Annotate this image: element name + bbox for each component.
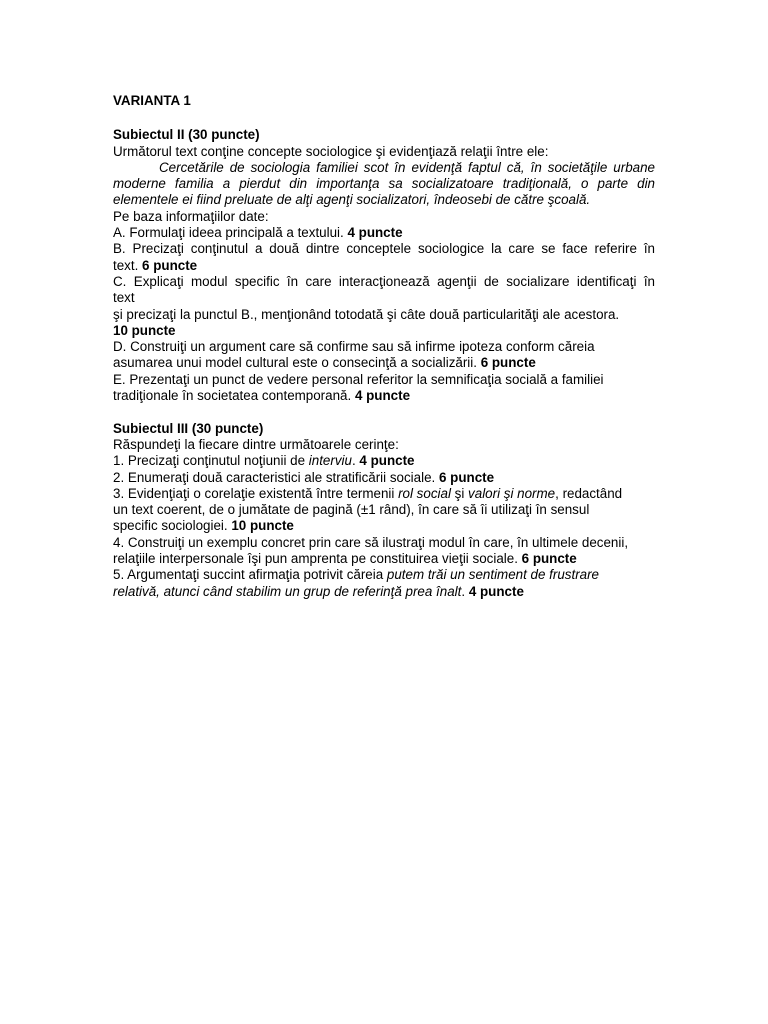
item-e [113, 388, 655, 404]
item-c-line: şi precizaţi la punctul B., menţionând totodată şi câte două particularităţi ale acestora. [113, 306, 620, 322]
item-5 [113, 567, 655, 583]
item-text: 2. Enumeraţi două caracteristici ale stratificării sociale. [113, 469, 436, 485]
item-points: 4 puncte [347, 225, 403, 241]
item-text: . [351, 453, 356, 469]
item-points: 10 puncte [113, 322, 176, 338]
document-title: VARIANTA 1 [113, 93, 191, 108]
item-4 [113, 551, 655, 567]
item-b [113, 258, 655, 274]
item-points: 6 puncte [480, 355, 536, 371]
quote-line: moderne familia a pierdut din importanţa sa socializatoare tradiţională, o parte din [113, 176, 655, 192]
item-emphasis: rol social [398, 485, 451, 501]
item-a [113, 225, 655, 241]
subject-ii-heading: Subiectul II (30 puncte) [113, 127, 260, 143]
item-1 [113, 453, 655, 469]
quote-line: elementele ei fiind preluate de alţi agenţi socializatori, îndeosebi de către şcoală. [113, 192, 591, 208]
item-emphasis: interviu [308, 453, 352, 469]
item-text: asumarea unui model cultural este o consecinţă a socializării. [113, 355, 477, 371]
item-text: 3. Evidenţiaţi o corelaţie existentă între termenii [113, 485, 399, 501]
item-text: specific sociologiei. [113, 518, 228, 534]
item-b-line: B. Precizaţi conţinutul a două dintre conceptele sociologice la care se face referire în [113, 241, 655, 257]
subject-iii-intro: Răspundeţi la fiecare dintre următoarele cerinţe: [113, 436, 399, 452]
item-points: 6 puncte [142, 257, 198, 273]
item-points: 4 puncte [354, 388, 411, 404]
item-c-line: text [113, 290, 135, 306]
item-emphasis: relativă, atunci când stabilim un grup de referinţă prea înalt [113, 583, 462, 599]
item-d-line: D. Construiţi un argument care să confirme sau să infirme ipoteza conform căreia [113, 339, 595, 355]
item-3-line: un text coerent, de o jumătate de pagină (±1 rând), în care să îi utilizaţi în sensul [113, 502, 590, 518]
item-text: 1. Precizaţi conţinutul noţiunii de [113, 453, 309, 469]
item-3 [113, 486, 655, 502]
item-points: 6 puncte [439, 469, 495, 485]
item-points: 6 puncte [521, 551, 577, 567]
subject-ii-lead: Pe baza informaţiilor date: [113, 208, 269, 224]
item-text: text. [113, 257, 139, 273]
quote-line: Cercetările de sociologia familiei scot în evidenţă faptul că, în societăţile urbane [159, 159, 655, 175]
subject-ii-quote [113, 160, 655, 209]
subject-iii-heading: Subiectul III (30 puncte) [113, 420, 264, 436]
item-c-line: C. Explicaţi modul specific în care interacţionează agenţii de socializare identificaţi în [113, 273, 655, 289]
item-text: tradiţionale în societatea contemporană. [113, 388, 352, 404]
item-text: , redactând [555, 485, 623, 501]
item-text: relaţiile interpersonale îşi pun amprenta pe constituirea vieţii sociale. [113, 551, 518, 567]
document-page [113, 93, 655, 600]
item-d [113, 355, 655, 371]
subject-ii-intro: Următorul text conţine concepte sociologice şi evidenţiază relaţii între ele: [113, 143, 549, 159]
item-text: A. Formulaţi ideea principală a textului. [113, 225, 344, 241]
item-e-line: E. Prezentaţi un punct de vedere personal referitor la semnificaţia socială a familiei [113, 371, 604, 387]
item-5-last [113, 584, 655, 600]
item-emphasis: valori şi norme [468, 485, 556, 501]
item-text: . [461, 583, 466, 599]
item-2 [113, 470, 655, 486]
item-4-line: 4. Construiţi un exemplu concret prin care să ilustraţi modul în care, în ultimele decenii, [113, 534, 629, 550]
item-points: 4 puncte [359, 453, 415, 469]
item-text: 5. Argumentaţi succint afirmaţia potrivit căreia [113, 567, 387, 583]
item-emphasis: putem trăi un sentiment de frustrare [386, 567, 600, 583]
item-points: 4 puncte [468, 583, 524, 599]
item-points: 10 puncte [231, 518, 294, 534]
item-3-last [113, 518, 655, 534]
item-text: şi [450, 485, 469, 501]
